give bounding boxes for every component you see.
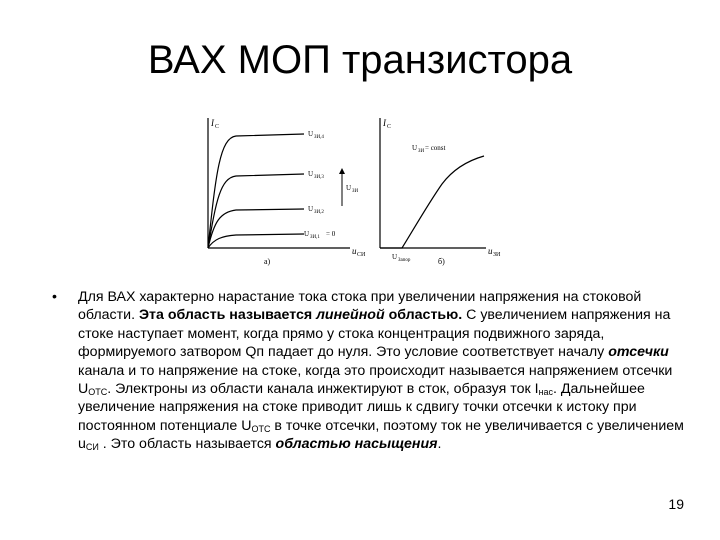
text-sub: СИ bbox=[85, 442, 99, 453]
text-run: . Это область называется bbox=[98, 436, 276, 453]
text-run: в точке отсечки, поэтому ток не увеличивается с увеличением u bbox=[78, 417, 684, 453]
curve-ugs4 bbox=[208, 134, 304, 248]
threshold-sub: Запор bbox=[398, 258, 411, 263]
right-y-label: I bbox=[383, 118, 386, 128]
arrow-sub: ЗИ bbox=[352, 189, 359, 194]
arrow-label: U bbox=[346, 184, 352, 192]
text-run: . Электроны из области канала инжектируют в сток, образуя ток bbox=[107, 381, 535, 398]
bullet-marker: • bbox=[52, 289, 57, 305]
curve-sub-1: ЗИ,1 bbox=[310, 235, 320, 240]
left-y-sub: C bbox=[215, 124, 220, 130]
const-sub: ЗИ bbox=[418, 149, 425, 154]
text-sub: нас bbox=[538, 387, 554, 398]
vah-figure bbox=[180, 112, 520, 270]
curve-suffix-1: = 0 bbox=[326, 230, 336, 238]
curve-sub-3: ЗИ,3 bbox=[314, 175, 324, 180]
left-x-sub: СИ bbox=[357, 252, 366, 258]
text-run: U bbox=[78, 381, 89, 398]
right-y-sub: C bbox=[387, 124, 392, 130]
body-paragraph bbox=[78, 288, 690, 454]
text-run: Для ВАХ характерно нарастание тока стока при увеличении напряжения на стоковой области. bbox=[78, 289, 642, 324]
threshold-label: U bbox=[392, 253, 398, 261]
curve-sub-4: ЗИ,4 bbox=[314, 135, 324, 140]
curve-sub-2: ЗИ,2 bbox=[314, 210, 324, 215]
right-x-label: u bbox=[488, 246, 493, 256]
right-x-sub: ЗИ bbox=[493, 252, 501, 258]
text-run-linear: линейной bbox=[316, 307, 385, 324]
left-x-label: u bbox=[352, 246, 357, 256]
left-plot bbox=[208, 118, 366, 266]
const-suffix: = const bbox=[425, 144, 446, 152]
text-run: канала и то напряжение на стоке, когда это происходит называется напряжением отсечки bbox=[78, 362, 673, 379]
text-sub: ОТС bbox=[251, 423, 271, 434]
text-run: . bbox=[437, 436, 442, 453]
right-caption: б) bbox=[438, 257, 445, 266]
left-y-label: I bbox=[211, 118, 214, 128]
text-run-cutoff: отсечки bbox=[608, 344, 669, 361]
ugs-arrowhead bbox=[339, 168, 345, 174]
curve-label-1: U bbox=[304, 230, 310, 238]
transfer-curve bbox=[380, 156, 484, 248]
text-run: . Дальнейшее увеличение напряжения на стоке приводит лишь к сдвигу точки отсечки к истоку при постоянном потенциале bbox=[78, 381, 645, 434]
right-plot bbox=[380, 118, 501, 266]
text-run: С увеличением напряжения на стоке наступает момент, когда прямо у стока концентрация подвижного заряда, формируемого затвором Qп падает до нуля. Это условие соответствует началу bbox=[78, 307, 671, 361]
text-run-bold: Эта область называется bbox=[138, 307, 317, 324]
text-run: U bbox=[241, 417, 252, 434]
const-label: U bbox=[412, 144, 418, 152]
curve-ugs1 bbox=[208, 234, 304, 248]
curve-ugs2 bbox=[208, 209, 304, 248]
curve-label-4: U bbox=[308, 130, 314, 138]
curve-label-3: U bbox=[308, 170, 314, 178]
vah-diagram bbox=[180, 112, 520, 270]
page-number: 19 bbox=[668, 496, 684, 512]
left-caption: а) bbox=[264, 257, 271, 266]
curve-label-2: U bbox=[308, 205, 314, 213]
text-run: I bbox=[534, 381, 539, 398]
text-sub: ОТС bbox=[88, 387, 108, 398]
text-run-bold: областью. bbox=[384, 307, 463, 324]
slide-title: ВАХ МОП транзистора bbox=[147, 38, 573, 82]
text-run-saturation: областью насыщения bbox=[275, 436, 438, 453]
